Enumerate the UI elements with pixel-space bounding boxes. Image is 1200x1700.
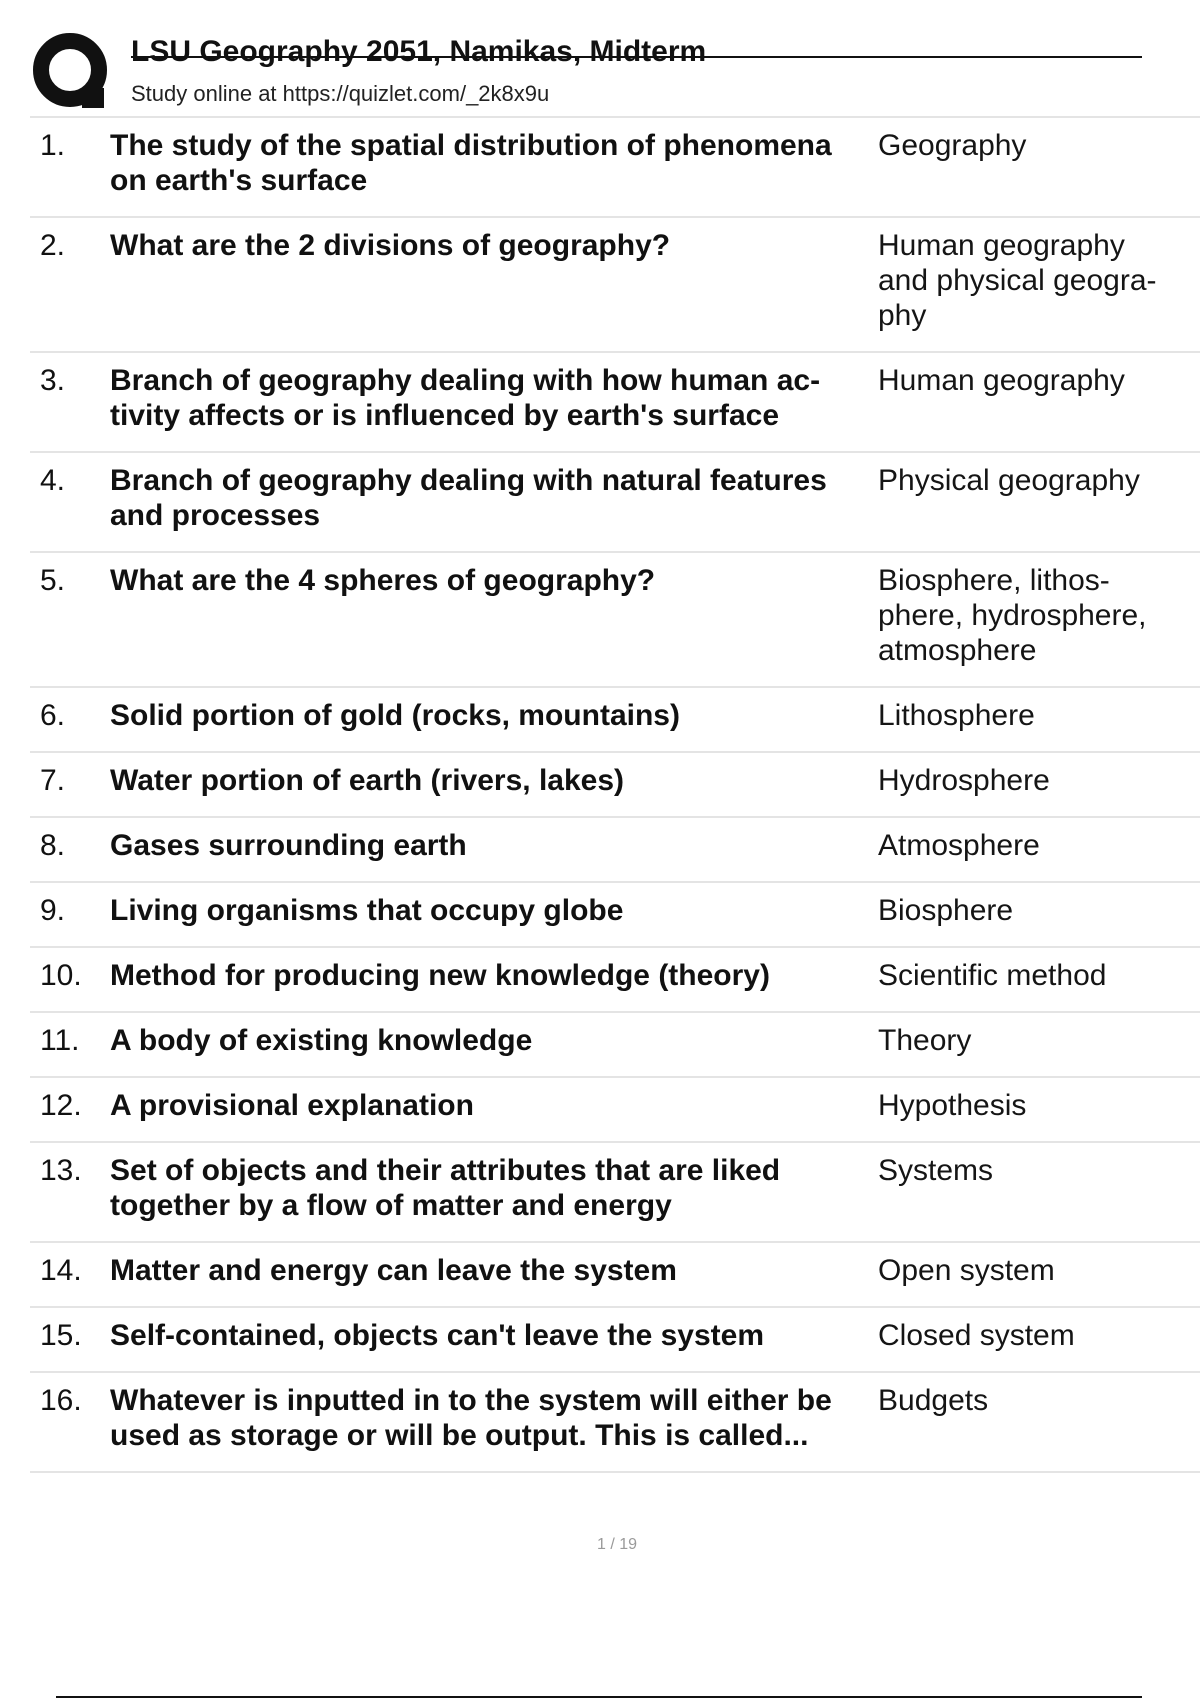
card-term: Solid portion of gold (rocks, mountains) — [110, 699, 680, 732]
card-number: 10. — [40, 959, 82, 992]
card-definition: Atmosphere — [878, 829, 1040, 862]
card-term: Matter and energy can leave the system — [110, 1254, 677, 1287]
flashcard-row — [30, 1308, 1200, 1373]
flashcard-row — [30, 453, 1200, 553]
card-definition: Hypothesis — [878, 1089, 1027, 1122]
flashcard-row — [30, 1243, 1200, 1308]
page-bottom-rule — [56, 1696, 1142, 1698]
flashcard-row — [30, 118, 1200, 218]
card-term: Gases surrounding earth — [110, 829, 467, 862]
card-number: 14. — [40, 1254, 82, 1287]
card-number: 1. — [40, 129, 66, 162]
card-definition: Lithosphere — [878, 699, 1035, 732]
card-number: 8. — [40, 829, 66, 862]
card-definition: Budgets — [878, 1384, 989, 1417]
card-number: 11. — [40, 1024, 80, 1057]
flashcard-row — [30, 1013, 1200, 1078]
flashcard-row — [30, 1143, 1200, 1243]
page-number: 1 / 19 — [596, 1536, 638, 1553]
card-definition: Biosphere, lithos-phere, hydrosphere, atmosphere — [878, 564, 1147, 667]
card-term: Whatever is inputted in to the system will either be used as storage or will be output. This is called... — [110, 1384, 832, 1452]
card-number: 7. — [40, 764, 66, 797]
card-term: A provisional explanation — [110, 1089, 474, 1122]
card-term: Method for producing new knowledge (theory) — [110, 959, 770, 992]
card-definition: Human geography and physical geogra-phy — [878, 229, 1157, 332]
card-definition: Geography — [878, 129, 1027, 162]
card-number: 4. — [40, 464, 66, 497]
flashcard-row — [30, 688, 1200, 753]
card-term: Living organisms that occupy globe — [110, 894, 624, 927]
card-number: 2. — [40, 229, 66, 262]
flashcard-row — [30, 948, 1200, 1013]
study-online-link[interactable]: Study online at https://quizlet.com/_2k8x9u — [131, 81, 550, 106]
card-term: A body of existing knowledge — [110, 1024, 533, 1057]
flashcard-list — [30, 116, 1200, 1473]
card-term: Self-contained, objects can't leave the system — [110, 1319, 765, 1352]
flashcard-row — [30, 1078, 1200, 1143]
flashcard-row — [30, 753, 1200, 818]
flashcard-row — [30, 553, 1200, 688]
card-term: Branch of geography dealing with how human ac-tivity affects or is influenced by earth's surface — [110, 364, 821, 432]
page-header — [32, 30, 1142, 115]
card-term: Branch of geography dealing with natural features and processes — [110, 464, 827, 532]
card-number: 9. — [40, 894, 66, 927]
card-term: What are the 2 divisions of geography? — [110, 229, 671, 262]
card-definition: Closed system — [878, 1319, 1075, 1352]
card-definition: Open system — [878, 1254, 1055, 1287]
flashcard-row — [30, 218, 1200, 353]
flashcard-row — [30, 818, 1200, 883]
flashcard-row — [30, 1373, 1200, 1473]
card-definition: Theory — [878, 1024, 972, 1057]
card-definition: Physical geography — [878, 464, 1140, 497]
title-strike-rule — [131, 56, 1142, 58]
card-definition: Systems — [878, 1154, 994, 1187]
flashcard-row — [30, 353, 1200, 453]
card-term: What are the 4 spheres of geography? — [110, 564, 656, 597]
card-number: 3. — [40, 364, 66, 397]
card-definition: Scientific method — [878, 959, 1107, 992]
card-number: 16. — [40, 1384, 82, 1417]
card-definition: Human geography — [878, 364, 1125, 397]
card-number: 6. — [40, 699, 66, 732]
card-definition: Biosphere — [878, 894, 1014, 927]
card-number: 15. — [40, 1319, 82, 1352]
card-number: 5. — [40, 564, 66, 597]
card-term: Set of objects and their attributes that are liked together by a flow of matter and energy — [110, 1154, 781, 1222]
document-title: LSU Geography 2051, Namikas, Midterm — [131, 35, 707, 68]
card-term: Water portion of earth (rivers, lakes) — [110, 764, 625, 797]
flashcard-row — [30, 883, 1200, 948]
quizlet-logo-icon — [32, 32, 112, 112]
card-number: 13. — [40, 1154, 82, 1187]
card-term: The study of the spatial distribution of phenomena on earth's surface — [110, 129, 832, 197]
card-number: 12. — [40, 1089, 82, 1122]
card-definition: Hydrosphere — [878, 764, 1050, 797]
